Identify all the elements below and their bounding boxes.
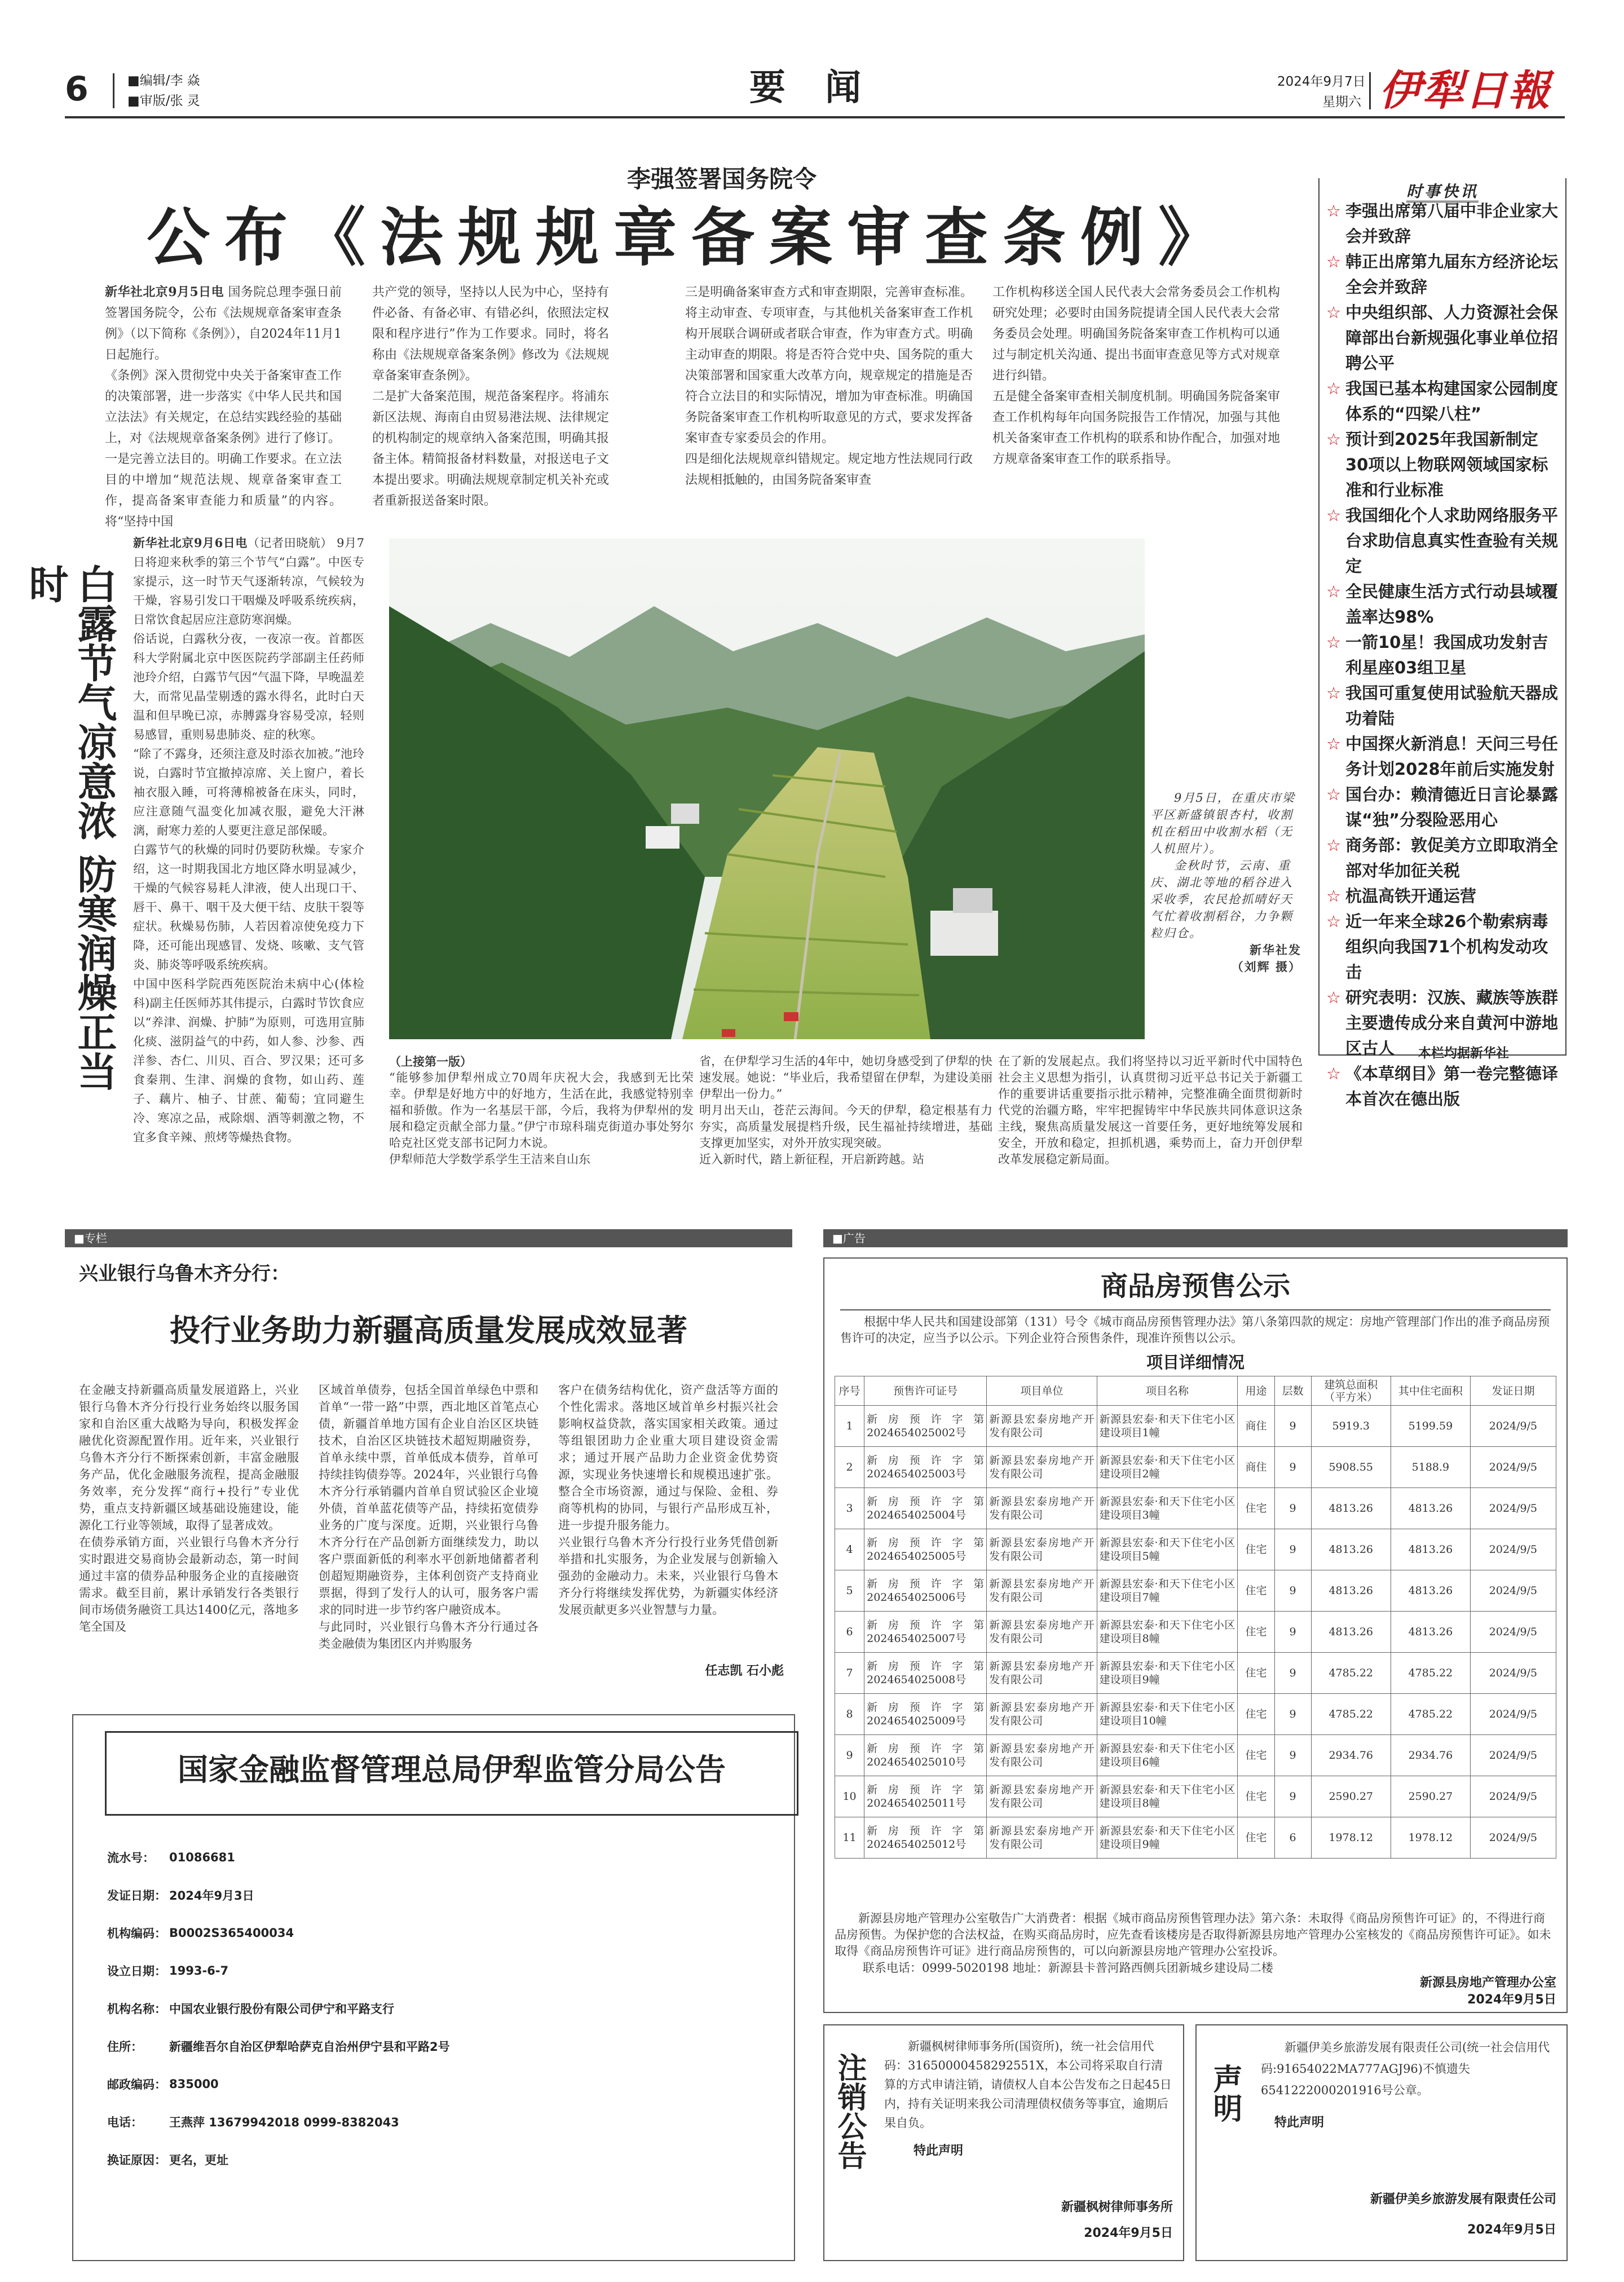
presale-table-cell: 新源县宏泰房地产开发有限公司: [987, 1694, 1097, 1735]
rice-field-photo: [389, 539, 1145, 1039]
presale-table-cell: 新房预许字第2024654025005号: [864, 1529, 987, 1570]
presale-table-cell: 商住: [1238, 1447, 1274, 1488]
bailu-body: [133, 533, 364, 1144]
kuaixun-item-text: 一箭10星！我国成功发射吉利星座03组卫星: [1345, 633, 1548, 677]
presale-table-cell: 住宅: [1238, 1735, 1274, 1776]
presale-table-cell: 5: [835, 1570, 864, 1612]
presale-table-cell: 新房预许字第2024654025011号: [864, 1776, 987, 1817]
kuaixun-item: [1326, 731, 1560, 782]
presale-table-cell: 2024/9/5: [1470, 1776, 1556, 1817]
lead-text-1: 国务院总理李强日前签署国务院令，公布《法规规章备案审查条例》（以下简称《条例》），自2024年11月1日起施行。 《条例》深入贯彻党中央关于备案审查工作的决策部署，进一步落实《中华人民共和国立法法》有关规定，在总结实践经验的基础上，对《法规规章备案条例》进行了修订。 一是完善立法目的。明确工作要求。在立法目的中增加“规范法规、规章备案审查工作，提高备案审查能力和质量”的内容。将“坚持中国: [105, 285, 342, 529]
lead-column-4: 工作机构移送全国人民代表大会常务委员会工作机构研究处理；必要时由国务院提请全国人民代表大会常务委员会处理。明确国务院备案审查工作机构可以通过与制定机关沟通、提出书面审查意见等方式对规章进行纠错。 五是健全备案审查相关制度机制。明确国务院备案审查工作机构每年向国务院报告工作情况，加强与其他机关备案审查工作机构的联系和协作配合，加强对地方规章备案审查工作的联系指导。: [992, 285, 1280, 466]
issue-weekday: 星期六: [1322, 95, 1361, 109]
presale-table-cell: 新房预许字第2024654025008号: [864, 1653, 987, 1694]
presale-table-cell: 新源县宏泰房地产开发有限公司: [987, 1570, 1097, 1612]
presale-table-cell: 9: [1274, 1488, 1311, 1529]
star-icon: ☆: [1326, 912, 1341, 931]
presale-table-column-header: 发证日期: [1470, 1376, 1556, 1406]
photo-caption-2: 金秋时节，云南、重庆、湖北等地的稻谷进入采收季，农民抢抓晴好天气忙着收割稻谷，力争颗粒归仓。: [1150, 859, 1293, 940]
presale-table-cell: 新房预许字第2024654025009号: [864, 1694, 987, 1735]
presale-table-cell: 2024/9/5: [1470, 1447, 1556, 1488]
presale-table-row: [835, 1694, 1556, 1735]
kuaixun-item: [1326, 249, 1560, 300]
presale-table-cell: 4813.26: [1391, 1488, 1470, 1529]
presale-table-cell: 2024/9/5: [1470, 1529, 1556, 1570]
notice-field-value: 2024年9月3日: [169, 1888, 254, 1903]
lead-kicker: 李强签署国务院令: [626, 165, 817, 193]
presale-table-row: [835, 1612, 1556, 1653]
presale-table-cell: 4813.26: [1391, 1612, 1470, 1653]
presale-table-column-header: 建筑总面积（平方米）: [1311, 1376, 1391, 1406]
presale-table-cell: 6: [1274, 1817, 1311, 1859]
presale-table-cell: 5188.9: [1391, 1447, 1470, 1488]
presale-table-cell: 商住: [1238, 1406, 1274, 1447]
presale-table-column-header: 其中住宅面积: [1391, 1376, 1470, 1406]
presale-table-cell: 3: [835, 1488, 864, 1529]
notice-field: [107, 2140, 773, 2178]
ad-bar: ■广告: [823, 1229, 1568, 1247]
kuaixun-item-text: 中国探火新消息！天问三号任务计划2028年前后实施发射: [1345, 734, 1559, 779]
star-icon: ☆: [1326, 785, 1341, 804]
notice-field: [107, 1838, 773, 1876]
presale-table-cell: 5199.59: [1391, 1406, 1470, 1447]
ad-intro: 根据中华人民共和国建设部第（131）号令《城市商品房预售管理办法》第八条第四款的规定：房地产管理部门作出的准予商品房预售许可的决定，应当予以公示。下列企业符合预售条件，现准许预售以公示。: [840, 1315, 1550, 1345]
kuaixun-item-text: 我国已基本构建国家公园制度体系的“四梁八柱”: [1345, 379, 1559, 423]
zhuxiao-special: 特此声明: [914, 2144, 964, 2158]
bailu-headline: 白露节气凉意浓 防寒润燥正当时: [23, 564, 118, 1091]
cont-column-2: 省，在伊犁学习生活的4年中，她切身感受到了伊犁的快速发展。她说：“毕业后，我希望留在伊犁，为建设美丽伊犁出一份力。” 明月出天山，苍茫云海间。今天的伊犁，稳定根基有力夯实，高质量发展提档升级，民生福祉持续增进，基础支撑更加坚实，对外开放实现突破。 近入新时代，踏上新征程，开启新跨越。站: [699, 1054, 992, 1166]
presale-table-cell: 新源县宏泰·和天下住宅小区建设项目2幢: [1097, 1447, 1238, 1488]
cont-text-1: “能够参加伊犁州成立70周年庆祝大会，我感到无比荣幸。伊犁是好地方中的好地方，生活在此，我感觉特别幸福和骄傲。作为一名基层干部，今后，我将为伊犁州的发展和稳定贡献全部力量。”伊宁市琼科瑞克街道办事处努尔哈克社区党支部书记阿力木说。 伊犁师范大学数学系学生王洁来自山东: [389, 1071, 694, 1166]
star-icon: ☆: [1326, 201, 1341, 220]
presale-table-row: [835, 1776, 1556, 1817]
presale-table-cell: 1: [835, 1406, 864, 1447]
presale-table-cell: 6: [835, 1612, 864, 1653]
presale-table-cell: 4813.26: [1311, 1488, 1391, 1529]
notice-field: [107, 1914, 773, 1952]
presale-table: [835, 1376, 1556, 1859]
presale-table-cell: 5919.3: [1311, 1406, 1391, 1447]
presale-table-cell: 4785.22: [1311, 1694, 1391, 1735]
star-icon: ☆: [1326, 506, 1341, 525]
star-icon: ☆: [1326, 379, 1341, 398]
kuaixun-item: [1326, 198, 1560, 249]
star-icon: ☆: [1326, 886, 1341, 906]
notice-field: [107, 1989, 773, 2027]
notice-field: [107, 2027, 773, 2065]
star-icon: ☆: [1326, 734, 1341, 753]
kuaixun-item: [1326, 300, 1560, 376]
bailu-reporter: （记者田晓航）: [247, 536, 333, 550]
kuaixun-item-text: 国台办：赖清德近日言论暴露谋“独”分裂险恶用心: [1345, 785, 1559, 829]
presale-table-cell: 2934.76: [1311, 1735, 1391, 1776]
masthead-divider: [113, 73, 114, 108]
kuaixun-item: [1326, 884, 1560, 909]
notice-field-value: 更名，更址: [169, 2153, 228, 2167]
presale-table-column-header: 序号: [835, 1376, 864, 1406]
presale-table-cell: 新源县宏泰房地产开发有限公司: [987, 1653, 1097, 1694]
presale-table-cell: 住宅: [1238, 1817, 1274, 1859]
presale-table-cell: 4813.26: [1311, 1612, 1391, 1653]
presale-table-cell: 4813.26: [1391, 1570, 1470, 1612]
notice-field-value: 1993-6-7: [169, 1963, 229, 1978]
presale-table-cell: 住宅: [1238, 1529, 1274, 1570]
presale-table-cell: 新房预许字第2024654025003号: [864, 1447, 987, 1488]
presale-table-column-header: 项目名称: [1097, 1376, 1238, 1406]
zhuxiao-label: 注销公告: [832, 2053, 867, 2170]
zhuanlan-column-3: 客户在债务结构优化，资产盘活等方面的个性化需求。落地区域首单乡村振兴社会影响权益贷款，落实国家相关政策。通过等组银团助力企业重大项目建设资金需求；通过开展产品助力企业资金优势资源，实现业务快速增长和规模迅速扩张。整合全市场资源，通过与保险、金租、券商等机构的协同，与银行产品形成互补，进一步提升服务能力。 兴业银行乌鲁木齐分行投行业务凭借创新举措和扎实服务，为企业发展与创新输入强劲的金融动力。未来，兴业银行乌鲁木齐分行将继续发挥优势，为新疆实体经济发展贡献更多兴业智慧与力量。: [558, 1383, 778, 1617]
kuaixun-item: [1326, 503, 1560, 579]
zhuanlan-authors: 任志凯 石小彪: [705, 1663, 784, 1678]
zhuxiao-org: 新疆枫树律师事务所: [1061, 2200, 1173, 2214]
presale-table-cell: 新源县宏泰·和天下住宅小区建设项目8幢: [1097, 1612, 1238, 1653]
presale-table-cell: 新源县宏泰·和天下住宅小区建设项目3幢: [1097, 1488, 1238, 1529]
editor-credit: ■编辑/李 焱: [127, 73, 200, 88]
ad-org: 新源县房地产管理办公室: [1419, 1976, 1556, 1990]
photo-caption-1: 9月5日，在重庆市梁平区新盛镇银杏村，收割机在稻田中收割水稻（无人机照片）。: [1150, 791, 1295, 855]
kuaixun-item-text: 商务部：敦促美方立即取消全部对华加征关税: [1345, 836, 1559, 880]
presale-table-cell: 9: [1274, 1447, 1311, 1488]
zhuanlan-kicker: 兴业银行乌鲁木齐分行：: [79, 1263, 290, 1285]
notice-field-value: 01086681: [169, 1850, 235, 1864]
presale-table-cell: 2024/9/5: [1470, 1406, 1556, 1447]
issue-date: 2024年9月7日: [1277, 74, 1366, 89]
presale-table-cell: 新房预许字第2024654025010号: [864, 1735, 987, 1776]
page-number: 6: [65, 69, 89, 109]
notice-field-label: 流水号：: [107, 1851, 155, 1865]
kuaixun-item-text: 我国细化个人求助网络服务平台求助信息真实性查验有关规定: [1345, 506, 1559, 576]
kuaixun-footer: 本栏均据新华社: [1418, 1046, 1509, 1061]
presale-table-cell: 5908.55: [1311, 1447, 1391, 1488]
presale-table-cell: 新源县宏泰房地产开发有限公司: [987, 1529, 1097, 1570]
star-icon: ☆: [1326, 633, 1341, 652]
notice-field: [107, 1876, 773, 1914]
presale-table-cell: 住宅: [1238, 1694, 1274, 1735]
shengming-date: 2024年9月5日: [1467, 2223, 1556, 2237]
presale-table-cell: 新源县宏泰房地产开发有限公司: [987, 1776, 1097, 1817]
ad-date: 2024年9月5日: [1467, 1993, 1556, 2007]
presale-table-cell: 7: [835, 1653, 864, 1694]
presale-table-cell: 新房预许字第2024654025012号: [864, 1817, 987, 1859]
presale-table-cell: 新源县宏泰·和天下住宅小区建设项目10幢: [1097, 1694, 1238, 1735]
presale-table-cell: 4785.22: [1311, 1653, 1391, 1694]
ad-title-rule: [840, 1309, 1551, 1310]
kuaixun-item: [1326, 833, 1560, 884]
presale-table-cell: 住宅: [1238, 1612, 1274, 1653]
presale-table-cell: 住宅: [1238, 1488, 1274, 1529]
presale-table-cell: 9: [1274, 1735, 1311, 1776]
presale-table-cell: 4785.22: [1391, 1653, 1470, 1694]
presale-table-cell: 新源县宏泰·和天下住宅小区建设项目9幢: [1097, 1817, 1238, 1859]
presale-table-row: [835, 1653, 1556, 1694]
kuaixun-list: [1326, 198, 1560, 1112]
lead-headline: 公布《法规规章备案审查条例》: [147, 201, 1236, 275]
star-icon: ☆: [1326, 582, 1341, 601]
kuaixun-item: [1326, 909, 1560, 985]
bailu-dateline: 新华社北京9月6日电: [133, 536, 248, 550]
presale-table-cell: 新源县宏泰·和天下住宅小区建设项目8幢: [1097, 1776, 1238, 1817]
presale-table-cell: 新房预许字第2024654025006号: [864, 1570, 987, 1612]
presale-table-cell: 2590.27: [1391, 1776, 1470, 1817]
kuaixun-item-text: 我国可重复使用试验航天器成功着陆: [1345, 683, 1559, 728]
notice-field: [107, 1952, 773, 1989]
notice-field-label: 换证原因：: [107, 2153, 166, 2167]
ad-contact: 联系电话：0999-5020198 地址：新源县卡普河路西侧兵团新城乡建设局二楼: [863, 1961, 1273, 1975]
presale-table-cell: 9: [835, 1735, 864, 1776]
presale-table-cell: 新源县宏泰房地产开发有限公司: [987, 1447, 1097, 1488]
kuaixun-item: [1326, 376, 1560, 427]
presale-table-cell: 住宅: [1238, 1570, 1274, 1612]
notice-field-label: 机构编码：: [107, 1926, 166, 1940]
presale-table-cell: 2024/9/5: [1470, 1488, 1556, 1529]
notice-field: [107, 2065, 773, 2103]
presale-table-cell: 9: [1274, 1529, 1311, 1570]
shengming-text: 新疆伊美乡旅游发展有限责任公司(统一社会信用代码:91654022MA777AGJ96)不慎遗失6541222000201916号公章。: [1261, 2041, 1550, 2097]
presale-table-row: [835, 1817, 1556, 1859]
presale-table-row: [835, 1488, 1556, 1529]
notice-field-value: 中国农业银行股份有限公司伊宁和平路支行: [169, 2002, 394, 2016]
kuaixun-item-text: 全民健康生活方式行动县域覆盖率达98%: [1345, 582, 1559, 626]
star-icon: ☆: [1326, 683, 1341, 703]
presale-table-cell: 新源县宏泰房地产开发有限公司: [987, 1817, 1097, 1859]
section-name: 要 闻: [749, 67, 875, 109]
presale-table-cell: 2024/9/5: [1470, 1735, 1556, 1776]
kuaixun-item-text: 近一年来全球26个勒索病毒组织向我国71个机构发动攻击: [1345, 912, 1548, 982]
masthead-rule: [65, 116, 1565, 118]
rice-field-illustration: [389, 539, 1145, 1039]
presale-table-cell: 11: [835, 1817, 864, 1859]
star-icon: ☆: [1326, 1064, 1341, 1083]
photo-caption: [1150, 789, 1301, 976]
notice-field-label: 邮政编码：: [107, 2077, 166, 2091]
notice-field-label: 住所：: [107, 2040, 143, 2054]
kuaixun-item: [1326, 630, 1560, 681]
presale-table-cell: 10: [835, 1776, 864, 1817]
presale-table-cell: 9: [1274, 1776, 1311, 1817]
presale-table-cell: 新源县宏泰·和天下住宅小区建设项目6幢: [1097, 1735, 1238, 1776]
zhuxiao-text: 新疆枫树律师事务所(国资所)，统一社会信用代码：31650000458292551X，本公司将采取自行清算的方式申请注销，请债权人自本公告发布之日起45日内，持有关证明来我公司清理债权债务等事宜，逾期后果自负。: [884, 2040, 1172, 2130]
presale-table-column-header: 层数: [1274, 1376, 1311, 1406]
masthead-divider-2: [1369, 72, 1371, 109]
lead-dateline: 新华社北京9月5日电: [105, 285, 224, 299]
kuaixun-item: [1326, 681, 1560, 731]
presale-table-row: [835, 1735, 1556, 1776]
presale-table-column-header: 项目单位: [987, 1376, 1097, 1406]
kuaixun-item-text: 《本草纲目》第一卷完整德译本首次在德出版: [1345, 1064, 1559, 1109]
notice-field: [107, 2103, 773, 2140]
notice-field-value: 王燕萍 13679942018 0999-8382043: [169, 2115, 399, 2129]
presale-table-cell: 4813.26: [1311, 1529, 1391, 1570]
kuaixun-item-text: 李强出席第八届中非企业家大会并致辞: [1345, 201, 1559, 246]
presale-table-cell: 2590.27: [1311, 1776, 1391, 1817]
presale-table-cell: 新源县宏泰房地产开发有限公司: [987, 1612, 1097, 1653]
notice-field-value: 新疆维吾尔自治区伊犁哈萨克自治州伊宁县和平路2号: [169, 2040, 450, 2054]
notice-field-label: 电话：: [107, 2115, 143, 2129]
presale-table-cell: 新房预许字第2024654025002号: [864, 1406, 987, 1447]
shengming-org: 新疆伊美乡旅游发展有限责任公司: [1370, 2192, 1556, 2206]
presale-table-row: [835, 1570, 1556, 1612]
presale-table-cell: 新房预许字第2024654025004号: [864, 1488, 987, 1529]
notice-list: [107, 1838, 773, 2178]
zhuanlan-bar: ■专栏: [65, 1229, 792, 1247]
notice-field-label: 设立日期：: [107, 1964, 166, 1978]
presale-table-cell: 2024/9/5: [1470, 1653, 1556, 1694]
presale-table-cell: 2024/9/5: [1470, 1817, 1556, 1859]
shengming-special: 特此声明: [1274, 2116, 1325, 2130]
star-icon: ☆: [1326, 303, 1341, 322]
presale-table-row: [835, 1529, 1556, 1570]
ad-note: 新源县房地产管理办公室敬告广大消费者：根据《城市商品房预售管理办法》第六条：未取得《商品房预售许可证》的，不得进行商品房预售。为保护您的合法权益，在购买商品房时，应先查看该楼房是否取得新源县房地产管理办公室核发的《商品房预售许可证》。如未取得《商品房预售许可证》进行商品房预售的，可以向新源县房地产管理办公室投诉。: [835, 1912, 1551, 1958]
presale-table-cell: 1978.12: [1311, 1817, 1391, 1859]
presale-table-cell: 新源县宏泰·和天下住宅小区建设项目5幢: [1097, 1529, 1238, 1570]
presale-table-column-header: 用途: [1238, 1376, 1274, 1406]
presale-table-cell: 新源县宏泰·和天下住宅小区建设项目9幢: [1097, 1653, 1238, 1694]
presale-table-cell: 4: [835, 1529, 864, 1570]
presale-table-cell: 2934.76: [1391, 1735, 1470, 1776]
kuaixun-item-text: 研究表明：汉族、藏族等族群主要遗传成分来自黄河中游地区古人: [1345, 988, 1559, 1058]
kuaixun-item: [1326, 579, 1560, 630]
lead-column-2: 共产党的领导，坚持以人民为中心，坚持有件必备、有备必审、有错必纠，依照法定权限和程序进行”作为工作要求。同时，将名称由《法规规章备案条例》修改为《法规规章备案审查条例》。 二是扩大备案范围，规范备案程序。将浦东新区法规、海南自由贸易港法规、法律规定的机构制定的规章纳入备案范围，明确其报备主体。精简报备材料数量，对报送电子文本提出要求。明确法规规章制定机关补充或者重新报送备案时限。: [372, 285, 609, 508]
cont-column-1: [389, 1053, 694, 1166]
notice-field-value: B0002S365400034: [169, 1926, 294, 1940]
presale-table-cell: 9: [1274, 1694, 1311, 1735]
kuaixun-title-text: 时事快讯: [1406, 182, 1479, 202]
presale-table-cell: 4785.22: [1391, 1694, 1470, 1735]
zhuanlan-column-2: 区域首单债券，包括全国首单绿色中票和首单“一带一路”中票，西北地区首笔点心债，新疆首单地方国有企业自治区区块链技术，自治区区块链技术超短期融资券，首单永续中票，首单低成本债券，首单可持续挂钩债券等。2024年，兴业银行乌鲁木齐分行承销疆内首单自贸试验区企业境外债，首单蓝花债等产品，持续拓宽债券业务的广度与深度。近期，兴业银行乌鲁木齐分行在产品创新方面继续发力，助以客户票面新低的利率水平创新地储蓄者利创超短期融资券，主体利创资产支持商业票据，得到了发行人的认可，服务客户需求的同时进一步节约客户融资成本。 与此同时，兴业银行乌鲁木齐分行通过各类金融债为集团区内并购服务: [319, 1383, 539, 1650]
presale-table-cell: 8: [835, 1694, 864, 1735]
notice-title: 国家金融监督管理总局伊犁监管分局公告: [178, 1751, 726, 1787]
star-icon: ☆: [1326, 252, 1341, 271]
presale-table-header: [835, 1376, 1556, 1406]
presale-table-cell: 住宅: [1238, 1776, 1274, 1817]
newspaper-logo: 伊犁日報: [1379, 67, 1551, 115]
presale-table-row: [835, 1447, 1556, 1488]
presale-table-cell: 9: [1274, 1612, 1311, 1653]
presale-table-column-header: 预售许可证号: [864, 1376, 987, 1406]
kuaixun-item-text: 杭温高铁开通运营: [1345, 886, 1477, 906]
ad-title: 商品房预售公示: [1100, 1270, 1290, 1302]
bailu-text: 9月7日将迎来秋季的第三个节气“白露”。中医专家提示，这一时节天气逐渐转凉，气候较为干燥，容易引发口干咽燥及呼吸系统疾病，日常饮食起居应注意防寒润燥。 俗话说，白露秋分夜，一夜凉一夜。首都医科大学附属北京中医医院药学部副主任药师池玲介绍，白露节气因“气温下降，早晚温差大，而常见晶莹剔透的露水得名，此时白天温和但早晚已凉，赤膊露身容易受凉，轻则易感冒，重则易患肺炎、症的秋寒。 “除了不露身，还须注意及时添衣加被。”池玲说，白露时节宜撤掉凉席、关上窗户，着长袖衣服入睡，可将薄棉被备在床头，同时，应注意随气温变化加减衣服，避免大汗淋漓，耐寒力差的人要更注意足部保暖。 白露节气的秋燥的同时仍要防秋燥。专家介绍，这一时期我国北方地区降水明显减少，干燥的气候容易耗人津液，使人出现口干、唇干、鼻干、咽干及大便干结、皮肤干裂等症状。秋燥易伤肺，人若因着凉使免疫力下降，还可能出现感冒、发烧、咳嗽、支气管炎、肺炎等呼吸系统疾病。 中国中医科学院西苑医院治未病中心(体检科)副主任医师苏其伟提示，白露时节饮食应以“养津、润燥、护肺”为原则，可选用宣肺化痰、滋阴益气的中药，如人参、沙参、西洋参、杏仁、川贝、百合、罗汉果；还可多食秦荆、生津、润燥的食物，如山药、莲子、藕片、柚子、甘蔗、葡萄；宜同避生冷、寒凉之品，戒除烟、酒等刺激之物，不宜多食辛辣、煎烤等燥热食物。: [133, 536, 364, 1144]
shengming-label: 声明: [1208, 2064, 1242, 2122]
ad-table-title: 项目详细情况: [1146, 1353, 1245, 1372]
zhuxiao-date: 2024年9月5日: [1084, 2226, 1173, 2240]
star-icon: ☆: [1326, 430, 1341, 449]
zhuanlan-headline: 投行业务助力新疆高质量发展成效显著: [170, 1312, 687, 1348]
kuaixun-item-text: 中央组织部、人力资源社会保障部出台新规强化事业单位招聘公平: [1345, 303, 1559, 373]
kuaixun-item: [1326, 782, 1560, 833]
presale-table-cell: 住宅: [1238, 1653, 1274, 1694]
photo-credit: 新华社发: [1250, 943, 1301, 957]
presale-table-cell: 2: [835, 1447, 864, 1488]
presale-table-cell: 1978.12: [1391, 1817, 1470, 1859]
presale-table-cell: 新源县宏泰房地产开发有限公司: [987, 1406, 1097, 1447]
presale-table-cell: 新源县宏泰房地产开发有限公司: [987, 1488, 1097, 1529]
presale-table-cell: 9: [1274, 1406, 1311, 1447]
presale-table-cell: 2024/9/5: [1470, 1612, 1556, 1653]
photographer: （刘辉 摄）: [1231, 960, 1301, 974]
presale-table-cell: 9: [1274, 1653, 1311, 1694]
presale-table-cell: 新源县宏泰·和天下住宅小区建设项目7幢: [1097, 1570, 1238, 1612]
presale-table-cell: 2024/9/5: [1470, 1694, 1556, 1735]
presale-table-cell: 4813.26: [1311, 1570, 1391, 1612]
notice-field-label: 机构名称：: [107, 2002, 166, 2016]
presale-table-cell: 4813.26: [1391, 1529, 1470, 1570]
lead-column-3: 三是明确备案审查方式和审查期限，完善审查标准。将主动审查、专项审查，与其他机关备案审查工作机构开展联合调研或者联合审查，作为审查方式。明确主动审查的期限。将是否符合党中央、国务院的重大决策部署和国家重大改革方向，规章规定的措施是否符合立法目的和实际情况，增加为审查标准。明确国务院备案审查工作机构听取意见的方式，要求发挥备案审查专家委员会的作用。 四是细化法规规章纠错规定。规定地方性法规同行政法规相抵触的，由国务院备案审查: [685, 285, 973, 487]
reviewer-credit: ■审版/张 灵: [127, 94, 200, 108]
presale-table-cell: 新源县宏泰房地产开发有限公司: [987, 1735, 1097, 1776]
lead-column-1: [105, 282, 342, 529]
presale-table-cell: 新房预许字第2024654025007号: [864, 1612, 987, 1653]
kuaixun-item-text: 预计到2025年我国新制定30项以上物联网领域国家标准和行业标准: [1345, 430, 1548, 500]
presale-table-cell: 9: [1274, 1570, 1311, 1612]
presale-table-row: [835, 1406, 1556, 1447]
kuaixun-item: [1326, 427, 1560, 503]
star-icon: ☆: [1326, 988, 1341, 1007]
cont-head: （上接第一版）: [389, 1054, 472, 1069]
presale-table-wrap: [835, 1376, 1556, 1859]
kuaixun-item-text: 韩正出席第九届东方经济论坛全会并致辞: [1345, 252, 1559, 297]
zhuanlan-column-1: 在金融支持新疆高质量发展道路上，兴业银行乌鲁木齐分行投行业务始终以服务国家和自治区重大战略为导向，积极发挥金融优化资源配置作用。近年来，兴业银行乌鲁木齐分行不断探索创新，丰富金融服务产品，优化金融服务流程，提高金融服务效率，充分发挥“商行+投行”专业优势，重点支持新疆区域基础设施建设，能源化工行业等领域，取得了显著成效。 在债券承销方面，兴业银行乌鲁木齐分行实时跟进交易商协会最新动态，第一时间通过丰富的债券品种服务企业的直接融资需求。截至目前，累计承销发行各类银行间市场债务融资工具达1400亿元，落地多笔全国及: [79, 1383, 299, 1634]
kuaixun-item: [1326, 1061, 1560, 1112]
notice-field-value: 835000: [169, 2077, 219, 2091]
cont-column-3: 在了新的发展起点。我们将坚持以习近平新时代中国特色社会主义思想为指引，认真贯彻习近平总书记关于新疆工作的重要讲话重要指示批示精神，完整准确全面贯彻新时代党的治疆方略，牢牢把握铸牢中华民族共同体意识这条主线，聚焦高质量发展这一首要任务，更好地统筹发展和安全，开放和稳定，担抓机遇，乘势而上，奋力开创伊犁改革发展稳定新局面。: [998, 1054, 1303, 1166]
notice-field-label: 发证日期：: [107, 1888, 166, 1903]
presale-table-cell: 新源县宏泰·和天下住宅小区建设项目1幢: [1097, 1406, 1238, 1447]
presale-table-cell: 2024/9/5: [1470, 1570, 1556, 1612]
star-icon: ☆: [1326, 836, 1341, 855]
